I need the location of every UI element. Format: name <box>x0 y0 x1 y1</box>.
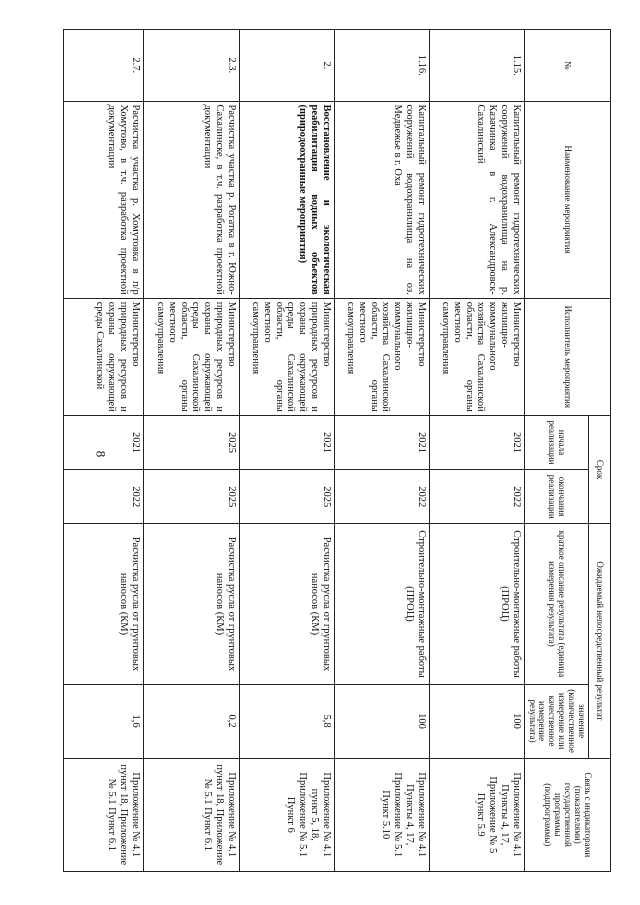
cell-no: 2.3. <box>143 30 239 102</box>
cell-executor: Министерство природных ресурсов и охраны окружающей среды Сахалинской области, органы местного самоуправления <box>143 298 239 415</box>
cell-start: 2021 <box>334 415 429 469</box>
cell-result-value: 100 <box>429 684 524 758</box>
cell-result-desc: Строительно-монтажные работы (ПРОЦ) <box>429 524 524 684</box>
header-name: Наименование мероприятия <box>524 101 610 298</box>
cell-link: Приложение № 4.1 Пункты 4, 17, Приложение № 5.1 Пункт 5.10 <box>334 758 429 871</box>
cell-name: Восстановление и экологическая реабилитация водных объектов (природоохранные мероприятия) <box>239 101 334 298</box>
header-term: Срок <box>589 415 611 523</box>
cell-result-value: 100 <box>334 684 429 758</box>
cell-result-desc: Строительно-монтажные работы (ПРОЦ) <box>334 524 429 684</box>
cell-link: Приложение № 4.1 Пункты 4, 17, Приложение № 5 Пункт 5.9 <box>429 758 524 871</box>
header-result-value: значение (количественное измерение или качественное измерение результата) <box>524 684 588 758</box>
cell-start: 2021 <box>63 415 143 469</box>
header-end: окончания реализации <box>524 470 588 524</box>
measures-table <box>63 29 611 872</box>
cell-link: Приложение № 4.1 пункт 18, Приложение № 5.1 Пункт 6.1 <box>143 758 239 871</box>
cell-start: 2025 <box>143 415 239 469</box>
header-result: Ожидаемый непосредственный результат <box>589 524 611 758</box>
cell-name: Расчистка участка р. Рогатка в г. Южно-Сахалинске, в т.ч. разработка проектной документации <box>143 101 239 298</box>
cell-executor: Министерство жилищно-коммунального хозяйства Сахалинской области, органы местного самоуправления <box>429 298 524 415</box>
header-no: № <box>524 30 610 102</box>
cell-start: 2021 <box>429 415 524 469</box>
cell-end: 2022 <box>63 470 143 524</box>
table-row <box>143 30 239 872</box>
header-executor: Исполнитель мероприятия <box>524 298 610 415</box>
cell-end: 2025 <box>143 470 239 524</box>
header-start: начала реализации <box>524 415 588 469</box>
cell-link: Приложение № 4.1 пункт 5, 18, Приложение № 5.1 Пункт 6 <box>239 758 334 871</box>
cell-result-desc: Расчистка русла от грунтовых наносов (КМ) <box>239 524 334 684</box>
header-result-desc: краткое описание результата (единица измерения результата) <box>524 524 588 684</box>
cell-no: 1.15. <box>429 30 524 102</box>
header-link: Связь с индикаторами (показателями) государственной программы (подпрограммы) <box>524 758 610 871</box>
cell-end: 2025 <box>239 470 334 524</box>
cell-result-value: 5,8 <box>239 684 334 758</box>
cell-no: 2.7. <box>63 30 143 102</box>
cell-executor: Министерство природных ресурсов и охраны окружающей среды Сахалинской области, органы местного самоуправления <box>239 298 334 415</box>
cell-result-value: 0,2 <box>143 684 239 758</box>
table-row <box>429 30 524 872</box>
table-row <box>63 30 143 872</box>
rotated-table-container <box>94 29 611 872</box>
cell-start: 2021 <box>239 415 334 469</box>
cell-end: 2022 <box>429 470 524 524</box>
cell-name: Капитальный ремонт гидротехнических сооружений водохранилища на р. Казачинка в г. Александровск-Сахалинский <box>429 101 524 298</box>
cell-name: Расчистка участка р. Хомутовка в п/р Хомутово, в т.ч. разработка проектной документации <box>63 101 143 298</box>
cell-executor: Министерство природных ресурсов и охраны окружающей среды Сахалинской <box>63 298 143 415</box>
cell-result-desc: Расчистка русла от грунтовых наносов (КМ) <box>143 524 239 684</box>
cell-no: 2. <box>239 30 334 102</box>
page-number: 8 <box>93 450 109 458</box>
cell-result-desc: Расчистка русла от грунтовых наносов (КМ) <box>63 524 143 684</box>
cell-end: 2022 <box>334 470 429 524</box>
cell-no: 1.16. <box>334 30 429 102</box>
table-row <box>334 30 429 872</box>
cell-link: Приложение № 4.1 пункт 18, Приложение № 5.1 Пункт 6.1 <box>63 758 143 871</box>
cell-result-value: 1,6 <box>63 684 143 758</box>
table-row <box>239 30 334 872</box>
cell-executor: Министерство жилищно-коммунального хозяйства Сахалинской области, органы местного самоуправления <box>334 298 429 415</box>
cell-name: Капитальный ремонт гидротехнических сооружений водохранилища на оз. Медвежье в г. Оха <box>334 101 429 298</box>
